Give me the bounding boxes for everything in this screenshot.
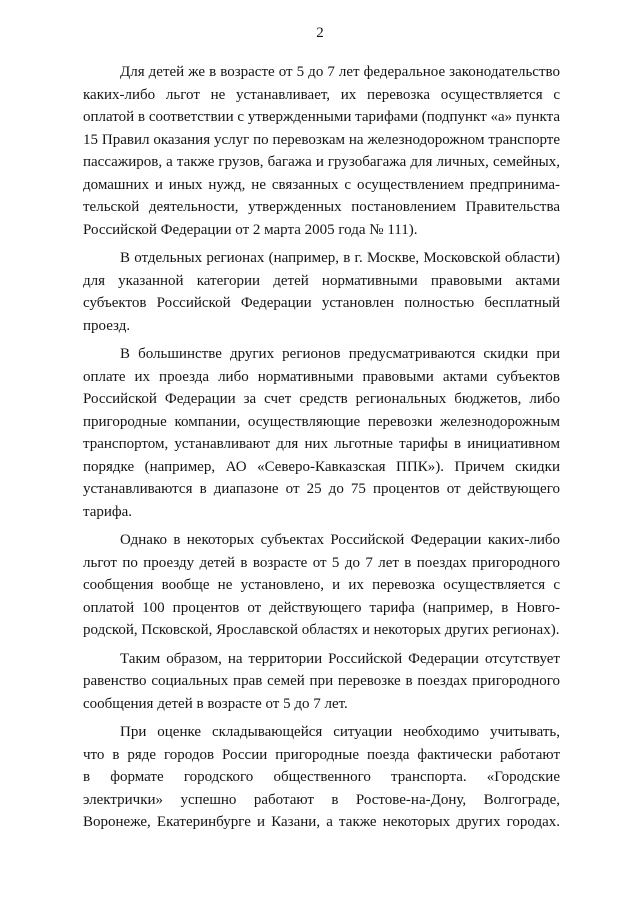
text-line: сообщения вообще не установлено, и их перевозка осуществляется с <box>83 577 560 593</box>
text-line: Таким образом, на территории Российской Федерации отсутствует <box>120 650 560 667</box>
text-line: устанавливаются в диапазоне от 25 до 75 процентов от действующего <box>83 481 560 497</box>
text-line: В отдельных регионах (например, в г. Москве, Московской области) <box>120 250 560 266</box>
text-line: Российской Федерации от 2 марта 2005 года № 111). <box>83 221 418 238</box>
text-line: В большинстве других регионов предусматриваются скидки при <box>120 346 560 362</box>
text-line: оплатой в соответствии с утвержденными тарифами (подпункт «а» пункта <box>83 109 560 125</box>
text-line: транспортом, устанавливают для них льготные тарифы в инициативном <box>83 436 560 452</box>
text-line: домашних и иных нужд, не связанных с осуществлением предпринима- <box>83 176 560 193</box>
paragraph <box>83 721 560 834</box>
text-line: порядке (например, АО «Северо-Кавказская ППК»). Причем скидки <box>83 458 560 475</box>
text-line: каких-либо льгот не устанавливает, их перевозка осуществляется с <box>83 86 560 103</box>
text-line: Для детей же в возрасте от 5 до 7 лет федеральное законодательство <box>120 64 560 80</box>
text-line: Однако в некоторых субъектах Российской Федерации каких-либо <box>120 532 560 548</box>
paragraph <box>83 648 560 716</box>
text-line: сообщения детей в возрасте от 5 до 7 лет. <box>83 695 348 712</box>
text-line: электрички» успешно работают в Ростове-на-Дону, Волгограде, <box>83 791 560 808</box>
text-line: оплатой 100 процентов от действующего тарифа (например, в Новго- <box>83 599 560 616</box>
text-line: пассажиров, а также грузов, багажа и грузобагажа для личных, семейных, <box>83 154 560 170</box>
text-line: субъектов Российской Федерации установлен полностью бесплатный <box>83 295 560 311</box>
document-body <box>83 61 560 834</box>
text-line: льгот по проезду детей в возрасте от 5 до 7 лет в поездах пригородного <box>83 554 560 571</box>
text-line: тарифа. <box>83 503 133 520</box>
paragraph <box>83 343 560 523</box>
text-line: что в ряде городов России пригородные поезда фактически работают <box>83 746 560 763</box>
paragraph <box>83 247 560 337</box>
text-line: проезд. <box>83 317 131 334</box>
text-line: родской, Псковской, Ярославской областях и некоторых других регионах). <box>83 622 560 638</box>
text-line: равенство социальных прав семей при перевозке в поездах пригородного <box>83 673 560 689</box>
text-line: для указанной категории детей нормативными правовыми актами <box>83 272 560 289</box>
text-line: Российской Федерации за счет средств региональных бюджетов, либо <box>83 391 560 407</box>
text-line: пригородные компании, осуществляющие перевозки железнодорожным <box>83 413 560 430</box>
page-number: 2 <box>316 25 324 41</box>
text-line: 15 Правил оказания услуг по перевозкам на железнодорожном транспорте <box>83 131 560 148</box>
text-line: Воронеже, Екатеринбурге и Казани, а также некоторых других городах. <box>83 814 560 830</box>
paragraph <box>83 529 560 642</box>
text-line: При оценке складывающейся ситуации необходимо учитывать, <box>120 724 560 740</box>
text-line: тельской деятельности, утвержденных постановлением Правительства <box>83 199 560 215</box>
text-line: в формате городского общественного транспорта. «Городские <box>83 769 560 785</box>
text-line: оплате их проезда либо нормативными правовыми актами субъектов <box>83 368 560 385</box>
paragraph <box>83 61 560 241</box>
